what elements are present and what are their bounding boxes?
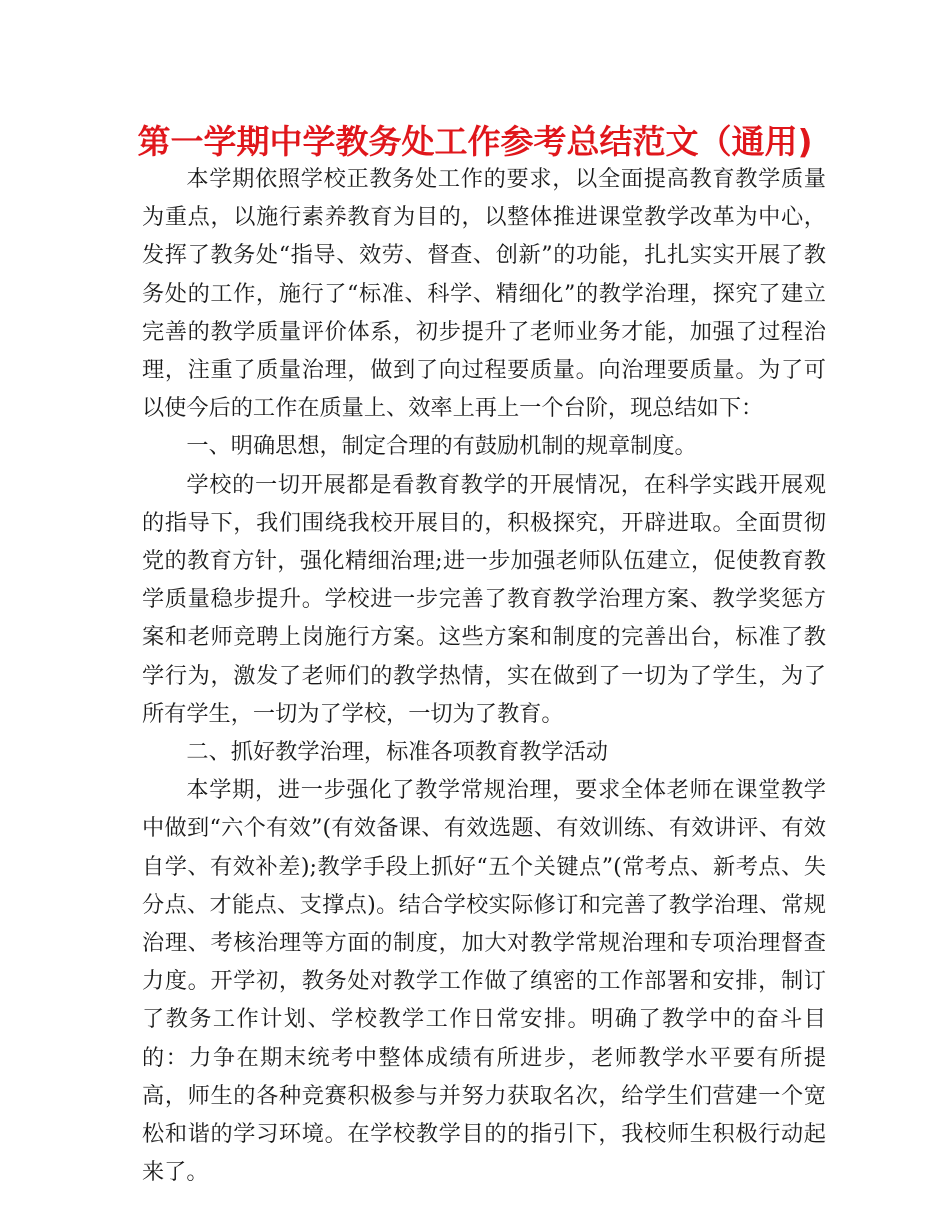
- section-heading-1: 一、明确思想，制定合理的有鼓励机制的规章制度。: [186, 433, 697, 460]
- document-body: [142, 160, 826, 1191]
- document-title: 第一学期中学教务处工作参考总结范文（通用): [137, 122, 813, 161]
- section-1-paragraph: 学校的一切开展都是看教育教学的开展情况，在科学实践开展观的指导下，我们围绕我校开展目的，积极探究，开辟进取。全面贯彻党的教育方针，强化精细治理;进一步加强老师队伍建立，促使教育教学质量稳步提升。学校进一步完善了教育教学治理方案、教学奖惩方案和老师竞聘上岗施行方案。这些方案和制度的完善出台，标准了教学行为，激发了老师们的教学热情，实在做到了一切为了学生，为了所有学生，一切为了学校，一切为了教育。: [142, 471, 826, 727]
- intro-paragraph: 本学期依照学校正教务处工作的要求，以全面提高教育教学质量为重点，以施行素养教育为目的，以整体推进课堂教学改革为中心，发挥了教务处“指导、效劳、督查、创新”的功能，扎扎实实开展了教务处的工作，施行了“标准、科学、精细化”的教学治理，探究了建立完善的教学质量评价体系，初步提升了老师业务才能，加强了过程治理，注重了质量治理，做到了向过程要质量。向治理要质量。为了可以使今后的工作在质量上、效率上再上一个台阶，现总结如下：: [142, 166, 826, 422]
- section-heading-2: 二、抓好教学治理，标准各项教育教学活动: [186, 739, 608, 766]
- section-2-paragraph: 本学期，进一步强化了教学常规治理，要求全体老师在课堂教学中做到“六个有效”(有效备课、有效选题、有效训练、有效讲评、有效自学、有效补差);教学手段上抓好“五个关键点”(常考点、新考点、失分点、才能点、支撑点)。结合学校实际修订和完善了教学治理、常规治理、考核治理等方面的制度，加大对教学常规治理和专项治理督查力度。开学初，教务处对教学工作做了缜密的工作部署和安排，制订了教务工作计划、学校教学工作日常安排。明确了教学中的奋斗目的：力争在期末统考中整体成绩有所进步，老师教学水平要有所提高，师生的各种竞赛积极参与并努力获取名次，给学生们营建一个宽松和谐的学习环境。在学校教学目的的指引下，我校师生积极行动起来了。: [142, 777, 826, 1186]
